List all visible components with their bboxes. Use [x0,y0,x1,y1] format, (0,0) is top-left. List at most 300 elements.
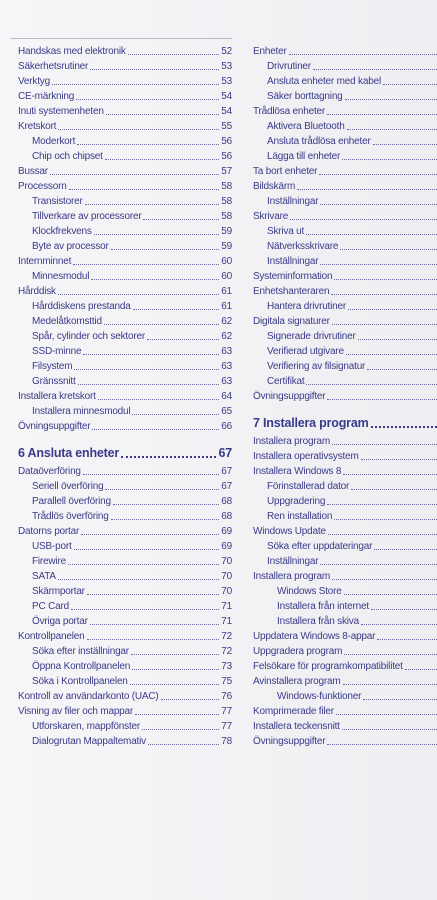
toc-page-number: 61 [221,301,232,312]
toc-entry-title: Komprimerade filer [253,706,334,717]
toc-dot-leader [87,639,220,640]
toc-entry [253,284,437,299]
toc-entry-title: Firewire [32,556,66,567]
toc-dot-leader [344,594,437,595]
toc-dot-leader [348,309,437,310]
toc-entry-title: Övningsuppgifter [18,421,91,432]
toc-page-number: 56 [221,151,232,162]
toc-chapter-heading [253,414,437,432]
toc-page-number: 60 [221,271,232,282]
toc-entry-title: Installera operativsystem [253,451,359,462]
toc-entry-title: Tillverkare av processorer [32,211,142,222]
toc-entry-title: Verifiering av filsignatur [267,361,366,372]
toc-entry-title: Datorns portar [18,526,80,537]
toc-page-number: 58 [221,181,232,192]
toc-dot-leader [405,669,437,670]
toc-entry [18,59,232,74]
toc-dot-leader [76,99,219,100]
toc-entry [18,224,232,239]
toc-dot-leader [69,189,220,190]
toc-entry [253,44,437,59]
toc-dot-leader [328,534,437,535]
toc-dot-leader [327,504,437,505]
toc-chapter-heading [18,444,232,462]
toc-page-number: 67 [221,466,232,477]
toc-entry [18,644,232,659]
toc-entry-title: Enheter [253,46,287,57]
toc-page-number: 59 [221,226,232,237]
toc-dot-leader [78,384,220,385]
toc-entry [18,74,232,89]
toc-entry [18,674,232,689]
toc-entry [18,419,232,434]
toc-entry-title: 6 Ansluta enheter [18,446,120,460]
toc-dot-leader [92,429,219,430]
toc-entry-title: Installera teckensnitt [253,721,340,732]
toc-entry-title: Hårddiskens prestanda [32,301,131,312]
toc-entry-title: Processorn [18,181,67,192]
toc-dot-leader [320,564,437,565]
toc-page-number: 70 [221,556,232,567]
toc-entry-title: Aktivera Bluetooth [267,121,345,132]
toc-entry-title: USB-port [32,541,72,552]
toc-dot-leader [358,339,437,340]
toc-dot-leader [351,489,437,490]
toc-page-number: 54 [221,106,232,117]
toc-dot-leader [297,189,437,190]
toc-entry [18,239,232,254]
toc-page-number: 55 [221,121,232,132]
toc-dot-leader [58,294,219,295]
toc-entry-title: Bildskärm [253,181,296,192]
toc-entry [18,149,232,164]
toc-dot-leader [342,729,437,730]
toc-entry [18,299,232,314]
toc-right-column [253,44,437,749]
toc-entry [253,554,437,569]
toc-entry-title: Handskas med elektronik [18,46,126,57]
toc-page-number: 62 [221,316,232,327]
toc-entry-title: Trådlös överföring [32,511,109,522]
toc-entry [253,494,437,509]
toc-dot-leader [373,144,437,145]
toc-dot-leader [147,339,219,340]
toc-entry-title: Utforskaren, mappfönster [32,721,141,732]
toc-entry [253,344,437,359]
toc-entry [253,599,437,614]
toc-entry-title: Installera från internet [277,601,369,612]
toc-page-number: 68 [221,511,232,522]
toc-entry-title: SSD-minne [32,346,82,357]
toc-entry [18,704,232,719]
toc-dot-leader [133,309,220,310]
toc-dot-leader [336,714,437,715]
toc-dot-leader [83,474,219,475]
toc-dot-leader [327,114,437,115]
toc-entry [253,299,437,314]
toc-dot-leader [374,549,437,550]
toc-entry-title: CE-märkning [18,91,75,102]
toc-dot-leader [319,174,437,175]
toc-entry [18,314,232,329]
toc-dot-leader [52,84,219,85]
toc-entry [253,524,437,539]
toc-entry [18,509,232,524]
toc-entry-title: Moderkort [32,136,76,147]
toc-entry-title: Kontrollpanelen [18,631,85,642]
toc-entry-title: Skrivare [253,211,289,222]
toc-entry [253,569,437,584]
toc-entry-title: Verktyg [18,76,50,87]
toc-dot-leader [105,489,219,490]
toc-page-number: 76 [221,691,232,702]
toc-entry [18,689,232,704]
toc-entry-title: Transistorer [32,196,83,207]
toc-entry [253,629,437,644]
toc-entry [18,614,232,629]
toc-entry-title: Söka efter inställningar [32,646,129,657]
toc-dot-leader [83,354,219,355]
toc-entry [253,194,437,209]
toc-dot-leader [85,204,220,205]
toc-dot-leader [306,234,437,235]
toc-page-number: 78 [221,736,232,747]
toc-entry-title: Certifikat [267,376,305,387]
toc-dot-leader [106,114,220,115]
toc-entry [18,389,232,404]
toc-dot-leader [346,354,437,355]
toc-dot-leader [331,294,437,295]
toc-entry-title: Parallell överföring [32,496,111,507]
toc-page-number: 71 [221,601,232,612]
toc-entry-title: Ren installation [267,511,333,522]
toc-entry-title: Digitala signaturer [253,316,330,327]
toc-dot-leader [50,174,219,175]
toc-page-number: 56 [221,136,232,147]
toc-dot-leader [361,624,437,625]
toc-entry-title: Förinstallerad dator [267,481,350,492]
toc-entry-title: PC Card [32,601,69,612]
toc-entry-title: Övningsuppgifter [253,391,326,402]
toc-entry-title: Övriga portar [32,616,88,627]
toc-entry [18,554,232,569]
toc-entry-title: Signerade drivrutiner [267,331,356,342]
toc-dot-leader [128,54,220,55]
toc-dot-leader [90,69,219,70]
toc-dot-leader [361,459,437,460]
toc-entry-title: Övningsuppgifter [253,736,326,747]
toc-entry-title: Installera minnesmodul [32,406,131,417]
toc-entry-title: Seriell överföring [32,481,104,492]
toc-entry-title: Installera program [253,571,330,582]
toc-entry-title: Hantera drivrutiner [267,301,347,312]
toc-entry-title: Hårddisk [18,286,56,297]
toc-entry [253,719,437,734]
toc-entry [18,599,232,614]
toc-entry [253,689,437,704]
toc-dot-leader [371,426,437,428]
toc-entry [253,74,437,89]
toc-entry [18,344,232,359]
toc-entry [253,584,437,599]
toc-dot-leader [58,579,219,580]
toc-entry-title: Windows Update [253,526,326,537]
toc-entry [18,584,232,599]
toc-entry-title: Nätverksskrivare [267,241,339,252]
toc-dot-leader [290,219,437,220]
toc-entry-title: Inställningar [267,556,319,567]
toc-entry [253,89,437,104]
toc-entry [253,464,437,479]
toc-entry [18,374,232,389]
toc-entry [253,149,437,164]
toc-dot-leader [342,159,437,160]
toc-dot-leader [68,564,219,565]
toc-dot-leader [289,54,437,55]
toc-entry [18,104,232,119]
toc-entry-title: Windows-funktioner [277,691,362,702]
toc-dot-leader [111,249,220,250]
toc-entry [18,179,232,194]
toc-entry [253,134,437,149]
toc-dot-leader [94,234,220,235]
toc-entry-title: Drivrutiner [267,61,311,72]
toc-dot-leader [334,519,437,520]
toc-dot-leader [332,324,437,325]
toc-entry-title: Chip och chipset [32,151,103,162]
toc-entry [253,224,437,239]
toc-entry [253,509,437,524]
toc-entry-title: Inställningar [267,256,319,267]
toc-entry [18,89,232,104]
toc-entry [253,674,437,689]
toc-dot-leader [332,444,437,445]
toc-dot-leader [90,624,220,625]
toc-entry-title: Felsökare för programkompatibilitet [253,661,403,672]
toc-entry [18,164,232,179]
toc-entry-title: Avinstallera program [253,676,341,687]
toc-entry-title: Uppgradering [267,496,326,507]
toc-page-number: 64 [221,391,232,402]
toc-dot-leader [132,669,219,670]
toc-page-number: 57 [221,166,232,177]
toc-dot-leader [77,144,219,145]
toc-entry [18,194,232,209]
toc-dot-leader [343,474,437,475]
toc-page-number: 52 [221,46,232,57]
toc-entry [253,119,437,134]
top-rule [10,38,232,39]
toc-dot-leader [73,264,219,265]
toc-dot-leader [142,729,219,730]
toc-entry-title: Klockfrekvens [32,226,92,237]
toc-dot-leader [58,129,219,130]
toc-entry [18,134,232,149]
toc-entry [253,434,437,449]
toc-entry [18,269,232,284]
toc-page-number: 71 [221,616,232,627]
toc-page-number: 63 [221,346,232,357]
toc-entry [253,314,437,329]
toc-entry [253,254,437,269]
toc-entry [18,464,232,479]
toc-page-number: 72 [221,631,232,642]
toc-dot-leader [343,684,437,685]
toc-entry-title: Enhetshanteraren [253,286,330,297]
toc-page-number: 61 [221,286,232,297]
toc-dot-leader [113,504,219,505]
toc-entry-title: Gränssnitt [32,376,76,387]
toc-entry [18,494,232,509]
toc-page-number: 72 [221,646,232,657]
toc-page-number: 77 [221,721,232,732]
toc-entry [18,254,232,269]
toc-entry-title: Visning av filer och mappar [18,706,134,717]
toc-entry [18,719,232,734]
toc-entry-title: Inuti systemenheten [18,106,104,117]
toc-dot-leader [383,84,437,85]
toc-dot-leader [91,279,219,280]
toc-page-number: 59 [221,241,232,252]
toc-entry [253,704,437,719]
toc-entry-title: Öppna Kontrollpanelen [32,661,131,672]
toc-page-number: 70 [221,571,232,582]
toc-page-number: 53 [221,61,232,72]
toc-dot-leader [121,456,216,458]
toc-dot-leader [344,654,437,655]
toc-dot-leader [98,399,220,400]
toc-entry [18,404,232,419]
toc-entry-title: Bussar [18,166,48,177]
toc-entry [253,164,437,179]
toc-entry [18,659,232,674]
toc-page-number: 68 [221,496,232,507]
toc-page-number: 62 [221,331,232,342]
toc-entry [18,539,232,554]
toc-entry [18,329,232,344]
toc-dot-leader [345,99,437,100]
toc-entry-title: Ansluta enheter med kabel [267,76,381,87]
toc-entry [253,209,437,224]
toc-entry-title: Säker borttagning [267,91,343,102]
toc-entry-title: Säkerhetsrutiner [18,61,89,72]
toc-page-number: 54 [221,91,232,102]
toc-page-number: 67 [218,446,232,460]
toc-dot-leader [105,159,220,160]
toc-entry [253,269,437,284]
toc-entry-title: Installera från skiva [277,616,359,627]
toc-dot-leader [347,129,437,130]
toc-dot-leader [340,249,437,250]
toc-entry [253,449,437,464]
toc-entry-title: Filsystem [32,361,73,372]
toc-page-number: 75 [221,676,232,687]
toc-entry-title: Dialogrutan Mappaltemativ [32,736,146,747]
toc-entry [253,374,437,389]
toc-entry-title: Uppdatera Windows 8-appar [253,631,376,642]
toc-page-number: 58 [221,211,232,222]
toc-entry-title: Windows Store [277,586,342,597]
toc-entry-title: SATA [32,571,56,582]
toc-entry [18,629,232,644]
toc-entry [253,644,437,659]
toc-entry-title: Söka efter uppdateringar [267,541,373,552]
toc-dot-leader [74,369,219,370]
toc-entry-title: Ta bort enheter [253,166,318,177]
toc-entry-title: Söka i Kontrollpanelen [32,676,128,687]
toc-dot-leader [377,639,437,640]
toc-entry [18,44,232,59]
toc-entry [18,119,232,134]
toc-page-number: 73 [221,661,232,672]
toc-entry-title: Lägga till enheter [267,151,341,162]
toc-page-number: 58 [221,196,232,207]
toc-entry [253,389,437,404]
toc-page-number: 63 [221,361,232,372]
toc-entry [18,284,232,299]
toc-left-column [18,44,232,749]
toc-page-number: 53 [221,76,232,87]
toc-entry-title: Skärmportar [32,586,85,597]
toc-dot-leader [143,219,219,220]
toc-dot-leader [148,744,219,745]
toc-page-number: 67 [221,481,232,492]
toc-entry [253,614,437,629]
toc-page-number: 69 [221,526,232,537]
toc-entry-title: Verifierad utgivare [267,346,344,357]
toc-page-number: 69 [221,541,232,552]
toc-page-number: 77 [221,706,232,717]
toc-entry [253,59,437,74]
toc-entry-title: Skriva ut [267,226,305,237]
toc-entry-title: Spår, cylinder och sektorer [32,331,145,342]
toc-entry [253,179,437,194]
toc-dot-leader [81,534,219,535]
toc-dot-leader [74,549,220,550]
toc-entry-title: 7 Installera program [253,416,369,430]
toc-entry [18,479,232,494]
toc-entry [18,569,232,584]
toc-entry [253,479,437,494]
toc-entry-title: Byte av processor [32,241,109,252]
toc-entry-title: Installera kretskort [18,391,96,402]
toc-dot-leader [111,519,220,520]
toc-entry-title: Internminnet [18,256,72,267]
toc-entry-title: Kontroll av användarkonto (UAC) [18,691,159,702]
toc-entry [18,209,232,224]
toc-entry [253,539,437,554]
toc-page-number: 63 [221,376,232,387]
toc-entry-title: Uppgradera program [253,646,343,657]
toc-entry-title: Installera Windows 8 [253,466,342,477]
toc-page-number: 60 [221,256,232,267]
toc-entry-title: Installera program [253,436,330,447]
toc-dot-leader [320,204,437,205]
toc-dot-leader [371,609,437,610]
toc-dot-leader [132,414,219,415]
toc-entry [253,734,437,749]
toc-entry-title: Trådlösa enheter [253,106,326,117]
toc-entry [253,359,437,374]
toc-entry-title: Medelåtkomsttid [32,316,102,327]
toc-entry [18,734,232,749]
toc-dot-leader [131,654,219,655]
toc-entry-title: Minnesmodul [32,271,90,282]
toc-dot-leader [334,279,437,280]
toc-entry [253,659,437,674]
toc-entry-title: Inställningar [267,196,319,207]
toc-dot-leader [363,699,437,700]
